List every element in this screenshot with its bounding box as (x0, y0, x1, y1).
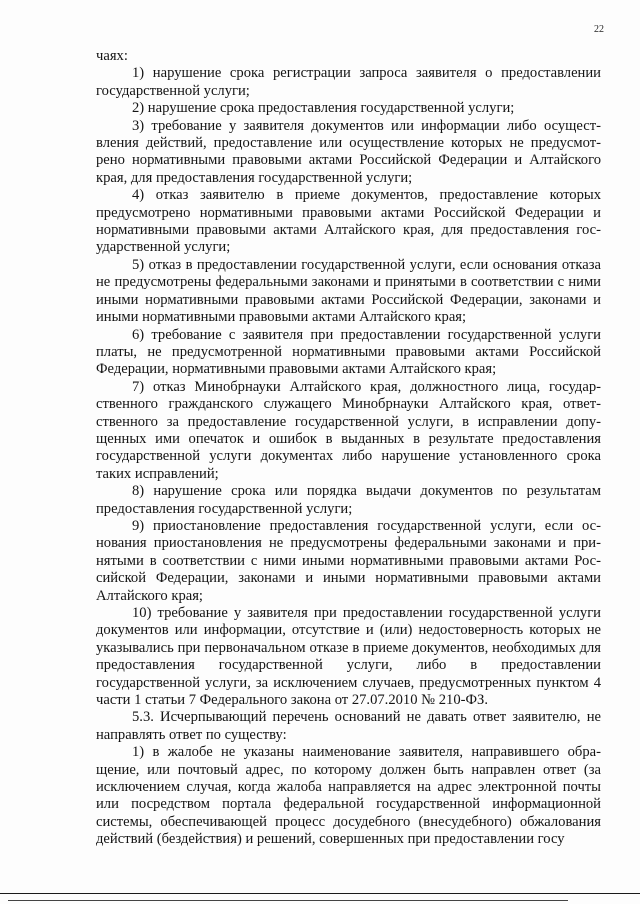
paragraph-section-5-3: 5.3. Исчерпывающий перечень оснований не давать ответ заявителю, не направлять ответ по существу: (96, 709, 601, 743)
scan-edge-line (0, 893, 640, 894)
paragraph-item-6: 6) требование с заявителя при предоставлении государственной услуги платы, не предусмотренной нормативными правовыми актами Российской Федерации, нормативными правовыми актами Алтайского края; (96, 326, 601, 378)
paragraph-item-7: 7) отказ Минобрнауки Алтайского края, должностного лица, государственного гражданского служащего Минобрнауки Алтайского края, ответственного за предоставление государственной услуги, в исправлении допущенных ими опечаток и ошибок в выданных в результате предоставления государственной услуги документах либо нарушение установленного срока таких исправлений; (96, 378, 601, 482)
paragraph-subitem-1: 1) в жалобе не указаны наименование заявителя, направившего обращение, или почтовый адрес, по которому должен быть направлен ответ (за исключением случая, когда жалоба направляется на адрес электронной почты или посредством портала федеральной государственной информационной системы, обеспечивающей процесс досудебного (внесудебного) обжалования действий (бездействия) и решений, совершенных при предоставлении госу (96, 744, 601, 848)
paragraph-item-3: 3) требование у заявителя документов или информации либо осуществления действий, предоставление или осуществление которых не предусмотрено нормативными правовыми актами Российской Федерации и Алтайского края, для предоставления государственной услуги; (96, 117, 601, 186)
document-body (96, 48, 601, 849)
scan-edge-line-lower (8, 900, 568, 901)
page-number: 22 (594, 24, 604, 35)
paragraph-item-9: 9) приостановление предоставления государственной услуги, если основания приостановления не предусмотрены федеральными законами и принятыми в соответствии с ними иными нормативными правовыми актами Российской Федерации, законами и иными нормативными правовыми актами Алтайского края; (96, 517, 601, 604)
paragraph-item-10: 10) требование у заявителя при предоставлении государственной услуги документов или информации, отсутствие и (или) недостоверность которых не указывались при первоначальном отказе в приеме документов, необходимых для предоставления государственной услуги, либо в предоставлении государственной услуги, за исключением случаев, предусмотренных пунктом 4 части 1 статьи 7 Федерального закона от 27.07.2010 № 210-ФЗ. (96, 605, 601, 709)
paragraph-item-8: 8) нарушение срока или порядка выдачи документов по результатам предоставления государственной услуги; (96, 483, 601, 517)
paragraph-continuation: чаях: (96, 48, 128, 64)
paragraph-item-5: 5) отказ в предоставлении государственной услуги, если основания отказа не предусмотрены федеральными законами и принятыми в соответствии с ними иными нормативными правовыми актами Российской Федерации, законами и иными нормативными правовыми актами Алтайского края; (96, 256, 601, 326)
paragraph-item-1: 1) нарушение срока регистрации запроса заявителя о предоставлении государственной услуги; (96, 65, 601, 99)
paragraph-item-4: 4) отказ заявителю в приеме документов, предоставление которых предусмотрено нормативными правовыми актами Российской Федерации и нормативными правовыми актами Алтайского края, для предоставления государственной услуги; (96, 187, 601, 256)
paragraph-item-2: 2) нарушение срока предоставления государственной услуги; (132, 100, 515, 117)
